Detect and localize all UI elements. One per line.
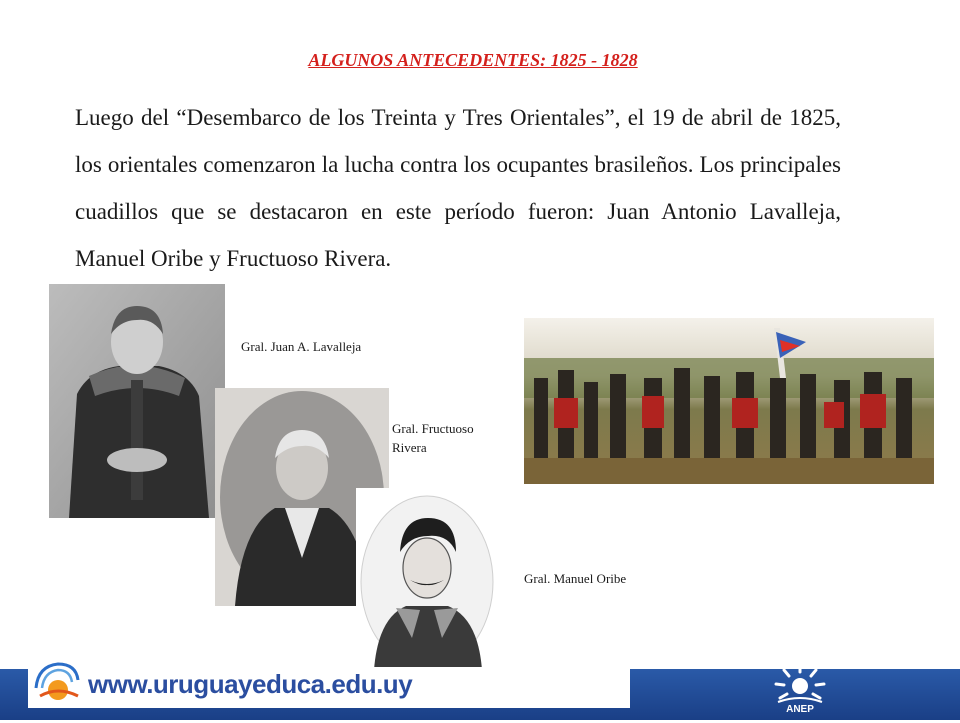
uruguayeduca-logo-icon bbox=[32, 660, 82, 704]
slide-title: ALGUNOS ANTECEDENTES: 1825 - 1828 bbox=[308, 50, 638, 70]
anep-label: ANEP bbox=[786, 704, 814, 715]
caption-oribe: Gral. Manuel Oribe bbox=[524, 571, 627, 586]
footer bbox=[0, 656, 960, 720]
oribe-portrait bbox=[356, 488, 498, 670]
slide-paragraph: Luego del “Desembarco de los Treinta y Tres Orientales”, el 19 de abril de 1825, los orientales comenzaron la lucha contra los ocupantes brasileños. Los principales cuadillos que se destacaron en este período fueron: Juan Antonio Lavalleja, Manuel Oribe y Fructuoso Rivera. bbox=[75, 105, 841, 271]
caption-rivera: Gral. Fructuoso Rivera bbox=[392, 421, 474, 455]
lavalleja-portrait bbox=[49, 284, 225, 518]
site-url-link[interactable]: www.uruguayeduca.edu.uy bbox=[88, 669, 413, 699]
caption-lavalleja: Gral. Juan A. Lavalleja bbox=[241, 339, 362, 354]
battle-painting bbox=[524, 318, 934, 484]
